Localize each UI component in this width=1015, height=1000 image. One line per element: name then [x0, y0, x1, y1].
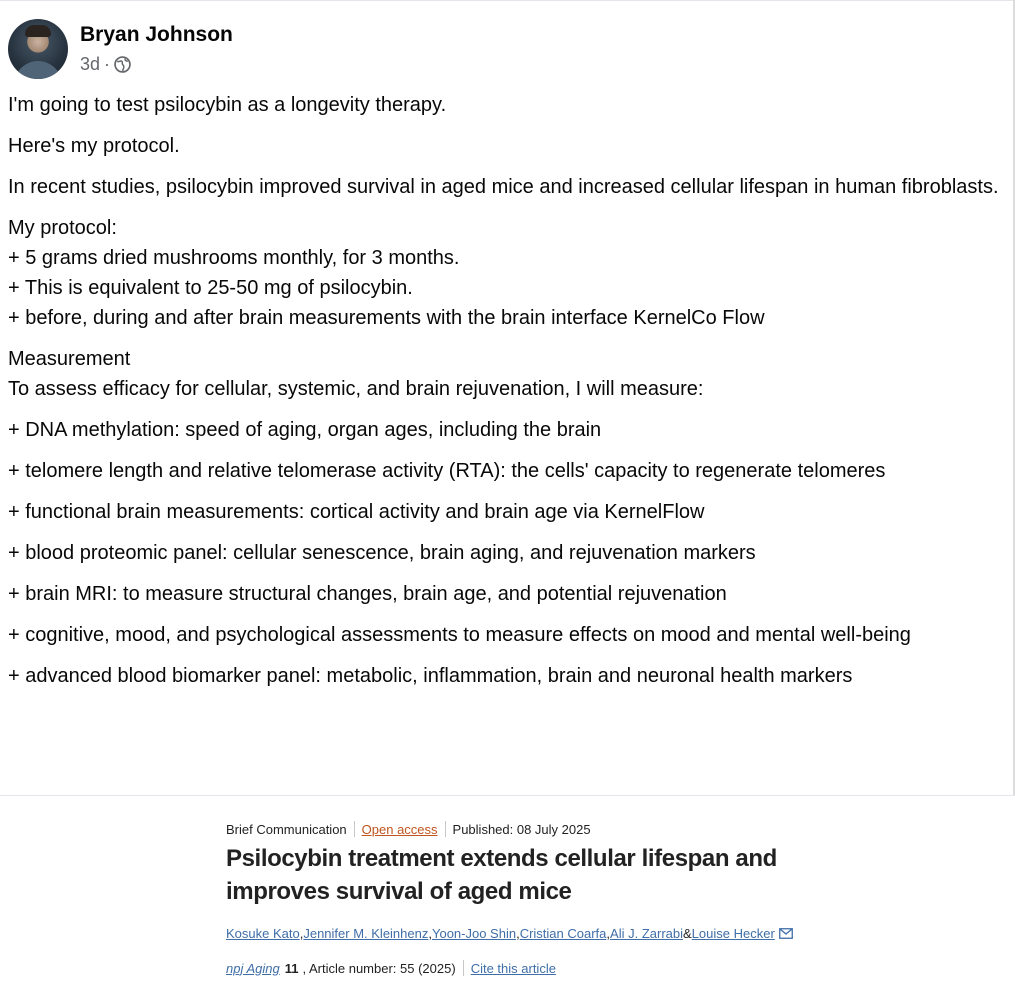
measurement-item: + brain MRI: to measure structural changes, brain age, and potential rejuvenation — [8, 583, 727, 605]
top-border — [0, 0, 1015, 1]
attachment-divider — [0, 795, 1015, 796]
post-paragraph: I'm going to test psilocybin as a longevity therapy. — [8, 94, 447, 116]
author-link[interactable]: Kosuke Kato — [226, 926, 300, 941]
author-link[interactable]: Cristian Coarfa — [519, 926, 607, 941]
post-body — [8, 90, 1003, 702]
article-authors: Kosuke Kato , Jennifer M. Kleinhenz , Yoon-Joo Shin , Cristian Coarfa , Ali J. Zarrabi & Louise Hecker — [226, 926, 926, 941]
author-link[interactable]: Louise Hecker — [691, 926, 775, 941]
article-preview[interactable] — [226, 818, 926, 976]
mail-icon[interactable] — [779, 928, 793, 939]
measurement-item: + DNA methylation: speed of aging, organ ages, including the brain — [8, 419, 602, 441]
measurement-item: + telomere length and relative telomerase activity (RTA): the cells' capacity to regenerate telomeres — [8, 460, 886, 482]
author-name[interactable]: Bryan Johnson — [80, 23, 233, 46]
meta-separator: · — [104, 54, 111, 74]
globe-icon[interactable] — [114, 56, 131, 73]
measurement-item: + blood proteomic panel: cellular senescence, brain aging, and rejuvenation markers — [8, 542, 756, 564]
measurement-heading: Measurement — [8, 348, 131, 370]
protocol-heading: My protocol: — [8, 217, 117, 239]
author-link[interactable]: Yoon-Joo Shin — [431, 926, 517, 941]
measurement-section — [8, 344, 1003, 691]
post-header — [8, 19, 608, 79]
author-link[interactable]: Ali J. Zarrabi — [610, 926, 683, 941]
cite-article-link[interactable]: Cite this article — [470, 960, 556, 976]
author-link[interactable]: Jennifer M. Kleinhenz — [303, 926, 429, 941]
open-access-link[interactable]: Open access — [361, 821, 438, 837]
article-meta — [226, 818, 926, 840]
post-meta — [80, 54, 131, 75]
post-paragraph: In recent studies, psilocybin improved survival in aged mice and increased cellular lifespan in human fibroblasts. — [8, 176, 999, 198]
article-title[interactable]: Psilocybin treatment extends cellular lifespan and improves survival of aged mice — [226, 845, 777, 905]
published-date: Published: 08 July 2025 — [452, 821, 591, 837]
post-time[interactable]: 3d — [80, 54, 101, 74]
avatar[interactable] — [8, 19, 68, 79]
measurement-item: + advanced blood biomarker panel: metabolic, inflammation, brain and neuronal health markers — [8, 665, 853, 687]
protocol-item: + 5 grams dried mushrooms monthly, for 3 months. — [8, 247, 460, 269]
journal-link[interactable]: npj Aging — [226, 960, 280, 976]
article-type: Brief Communication — [226, 821, 347, 837]
protocol-section — [8, 213, 1003, 333]
measurement-item: + functional brain measurements: cortical activity and brain age via KernelFlow — [8, 501, 705, 523]
article-number: , Article number: 55 (2025) — [302, 960, 456, 976]
measurement-item: + cognitive, mood, and psychological assessments to measure effects on mood and mental well-being — [8, 624, 911, 646]
protocol-item: + before, during and after brain measurements with the brain interface KernelCo Flow — [8, 307, 765, 329]
protocol-item: + This is equivalent to 25-50 mg of psilocybin. — [8, 277, 413, 299]
journal-volume: 11 — [284, 960, 299, 976]
post-paragraph: Here's my protocol. — [8, 135, 180, 157]
journal-info — [226, 960, 926, 976]
measurement-intro: To assess efficacy for cellular, systemic, and brain rejuvenation, I will measure: — [8, 378, 704, 400]
